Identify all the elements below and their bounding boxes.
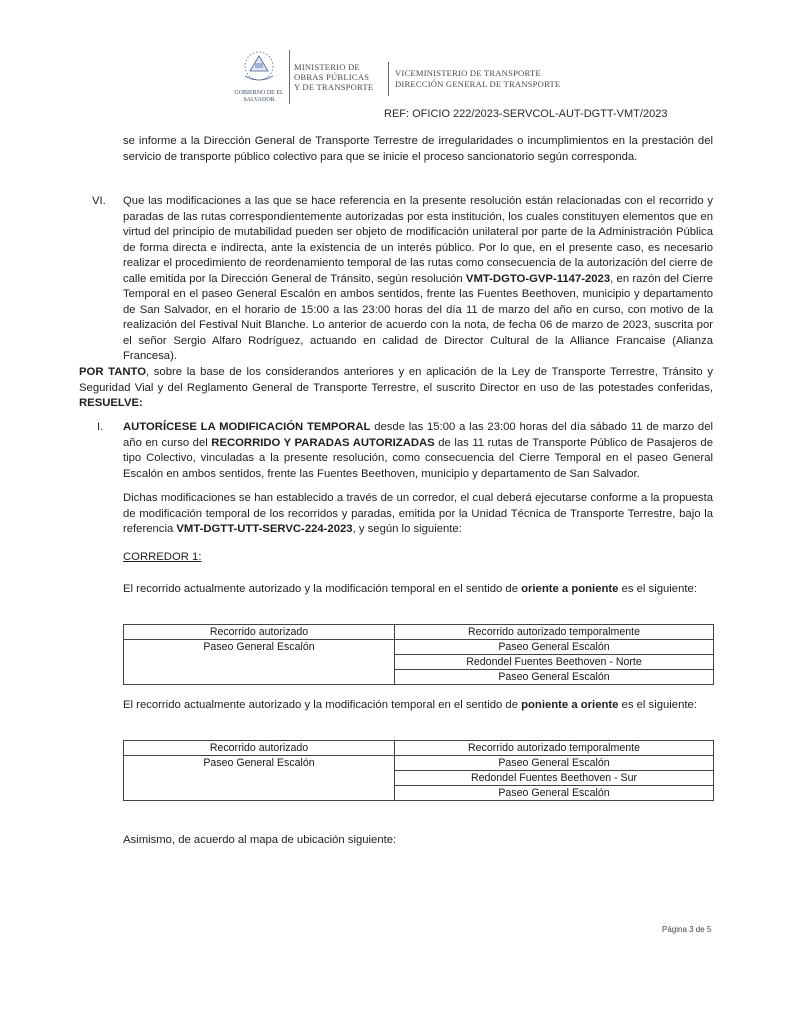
resuelve-label: RESUELVE: [79,397,143,409]
table-header: Recorrido autorizado [124,625,395,640]
authorized-route-cell: Paseo General Escalón [124,640,395,685]
direction-2-text [123,698,713,714]
temporary-route-cell: Paseo General Escalón [395,670,714,685]
letterhead [231,46,561,108]
por-tanto-text: , sobre la base de los considerandos anteriores y en aplicación de la Ley de Transporte Terrestre, Tránsito y Seguridad Vial y del Reglamento General de Transporte Terrestre, el suscrito Director en uso de las potestades conferidas, [79,366,713,394]
temporary-route-cell: Redondel Fuentes Beethoven - Norte [395,655,714,670]
authorization-heading: AUTORÍCESE LA MODIFICACIÓN TEMPORAL [123,421,371,433]
temporary-route-cell: Paseo General Escalón [395,756,714,771]
ministry-line-3: Y DE TRANSPORTE [294,82,374,92]
ministry-line-1: MINISTERIO DE [294,62,360,72]
corridor-title: CORREDOR 1: [123,551,202,563]
direction-1-text2: es el siguiente: [618,583,697,595]
section-vi-text [123,194,713,365]
direction-2-text1: El recorrido actualmente autorizado y la modificación temporal en el sentido de [123,699,522,711]
route-table-1 [123,624,714,685]
section-number: VI. [92,195,106,207]
section-vi-part2: , en razón del Cierre Temporal en el paseo General Escalón en ambos sentidos, frente las Fuentes Beethoven, municipio y departamento de San Salvador, en el horario de 15:00 a las 23:00 horas del día 11 de marzo del año en curso, con motivo de la realización del Festival Nuit Blanche. Lo anterior de acuerdo con la nota, de fecha 06 de marzo de 2023, suscrita por el señor Sergio Alfaro Rodríguez, actuando en calidad de Director Cultural de la Alliance Francaise (Alianza Francesa). [123,272,714,362]
item-number: I. [97,421,104,433]
ministry-line-2: OBRAS PÚBLICAS [294,72,370,82]
por-tanto-paragraph [79,365,713,412]
direction-1-label: oriente a poniente [521,583,619,595]
table-row [124,756,714,771]
section-vi-part1: Que las modificaciones a las que se hace referencia en la presente resolución están relacionadas con el recorrido y paradas de las rutas correspondientemente autorizadas por esta institución, los cuales constituyen elementos que en virtud del principio de mutabilidad pueden ser objeto de modificación unilateral por parte de la Administración Pública de forma directa e indirecta, ante la existencia de un interés público. Por lo que, en el presente caso, es necesario realizar el procedimiento de reordenamiento temporal de las rutas como consecuencia de la autorización del cierre de calle emitida por la Dirección General de Tránsito, según resolución [123,195,713,285]
header-divider [289,50,290,104]
vice-line-1: VICEMINISTERIO DE TRANSPORTE [395,68,541,78]
temporary-route-cell: Redondel Fuentes Beethoven - Sur [395,771,714,786]
page-number: Página 3 de 5 [662,925,712,934]
vice-ministry-name [395,68,560,90]
ministry-name [294,62,373,92]
table-header: Recorrido autorizado temporalmente [395,625,714,640]
vice-line-2: DIRECCIÓN GENERAL DE TRANSPORTE [395,79,561,89]
corridor-intro-text1: Dichas modificaciones se han establecido a través de un corredor, el cual deberá ejecutarse conforme a la propuesta de modificación temporal de los recorridos y paradas, emitida por la Unidad Técnica de Transporte Terrestre, bajo la referencia [123,492,713,535]
table-row [124,640,714,655]
seal-caption: GOBIERNO DE EL SALVADOR [234,90,284,103]
map-intro: Asimismo, de acuerdo al mapa de ubicación siguiente: [123,834,397,846]
item-i-text [123,420,713,482]
direction-1-text [123,582,713,598]
table-header: Recorrido autorizado [124,741,395,756]
table-header: Recorrido autorizado temporalmente [395,741,714,756]
table-header-row [124,741,714,756]
corridor-intro [123,491,713,538]
resolution-reference: VMT-DGTO-GVP-1147-2023 [465,272,611,285]
document-reference: REF: OFICIO 222/2023-SERVCOL-AUT-DGTT-VMT/2023 [384,108,668,120]
item-i-text2: de las 11 rutas de Transporte Público de Pasajeros de tipo Colectivo, vinculadas a la presente resolución, como consecuencia del Cierre Temporal en el paseo General Escalón en ambos sentidos, frente las Fuentes Beethoven, municipio y departamento de San Salvador. [123,436,713,480]
item-i-text1: desde las 15:00 a las 23:00 horas del día sábado 11 de marzo del año en curso del [123,421,713,449]
temporary-route-cell: Paseo General Escalón [395,640,714,655]
direction-1-text1: El recorrido actualmente autorizado y la modificación temporal en el sentido de [123,583,522,595]
table-header-row [124,625,714,640]
direction-2-label: poniente a oriente [521,699,619,711]
temporary-route-cell: Paseo General Escalón [395,786,714,801]
header-divider [388,62,389,96]
direction-2-text2: es el siguiente: [618,699,697,711]
routes-heading: RECORRIDO Y PARADAS AUTORIZADAS [211,436,435,449]
corridor-intro-text2: , y según lo siguiente: [352,523,462,535]
route-table-2 [123,740,714,801]
por-tanto-lead: POR TANTO [79,366,146,378]
paragraph-continuation: se informe a la Dirección General de Transporte Terrestre de irregularidades o incumplimientos en la prestación del servicio de transporte público colectivo para que se inicie el proceso sancionatorio según corresponda. [123,135,713,163]
authorized-route-cell: Paseo General Escalón [124,756,395,801]
technical-reference: VMT-DGTT-UTT-SERVC-224-2023 [176,523,353,535]
